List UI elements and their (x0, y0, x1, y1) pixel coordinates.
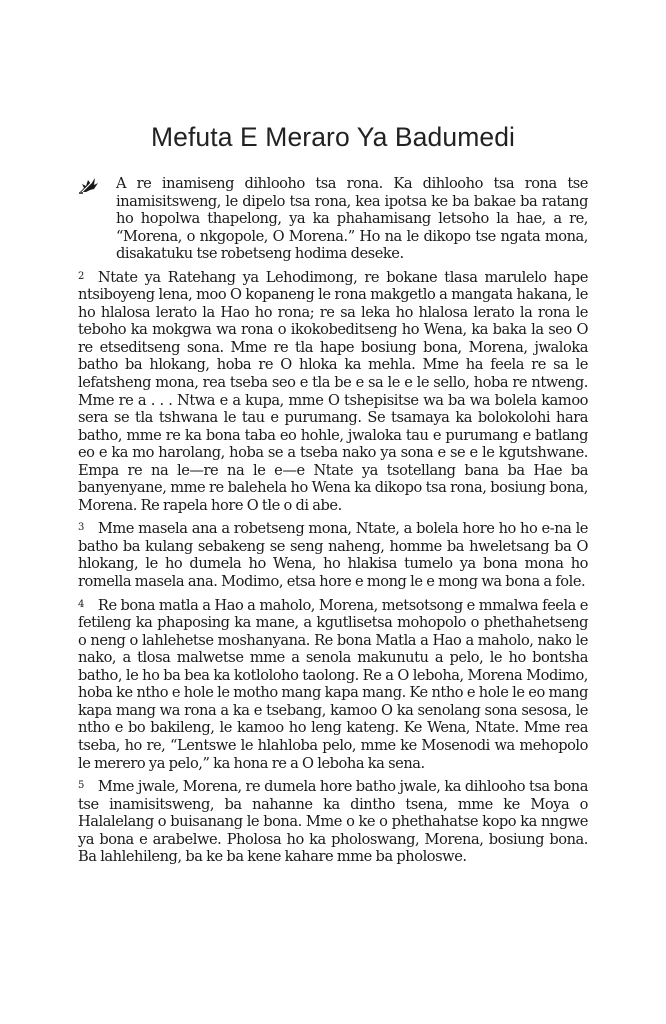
paragraph-4 (78, 597, 588, 772)
paragraph-text: Re bona matla a Hao a maholo, Morena, metsotsong e mmalwa feela e fetileng ka phaposing ka mane, a kgutlisetsa mohopolo o phethahetseng o neng o lahlehetse moshanyana. Re bona Matla a Hao a maholo, nako le nako, a tlosa malwetse mme a senola makunutu a pelo, le ho bontsha batho, le ho ba bea ka kotloloho taolong. Re a O leboha, Morena Modimo, hoba ke ntho e hole le motho mang kapa mang. Ke ntho e hole le eo mang kapa mang wa rona a ka e tsebang, kamoo O ka senolang sona sesosa, le ntho e bo bakileng, le kamoo ho leng kateng. Ke Wena, Ntate. Mme rea tseba, ho re, “Lentswe le hlahloba pelo, mme ke Mosenodi wa mehopolo le merero ya pelo,” ka hona re a O leboha ka sena. (78, 596, 588, 772)
paragraph-number: 3 (78, 522, 84, 534)
paragraph-number: 4 (78, 598, 84, 610)
paragraph-number: 2 (78, 270, 84, 282)
paragraph-1 (78, 175, 588, 263)
paragraph-text: Ntate ya Ratehang ya Lehodimong, re bokane tlasa marulelo hape ntsiboyeng lena, moo O kopaneng le rona makgetlo a mangata hakana, le ho hlalosa lerato la Hao ho rona; re sa leka ho hlalosa lerato la rona le teboho ka mokgwa wa rona o ikokobeditseng ho Wena, ka baka la seo O re etseditseng sona. Mme re tla hape bosiung bona, Morena, jwaloka batho ba hlokang, hoba re O hloka ka mehla. Mme ha feela re sa le lefatsheng mona, rea tseba seo e tla be e sa le e le sello, hoba re ntweng. Mme re a . . . Ntwa e a kupa, mme O tshepisitse wa ba wa bolela kamoo sera se tla tshwana le tau e purumang. Se tsamaya ka bolokolohi hara batho, mme re ka bona taba eo hohle, jwaloka tau e purumang e batlang eo e ka mo harolang, hoba se a tseba nako ya sona e se e le kgutshwane. Empa re na le—re na le e—e Ntate ya tsotellang bana ba Hae ba banyenyane, mme re balehela ho Wena ka dikopo tsa rona, bosiung bona, Morena. Re rapela hore O tle o di abe. (78, 268, 588, 514)
paragraph-number: 5 (78, 780, 84, 792)
quill-pen-icon (78, 174, 100, 194)
paragraph-text: Mme masela ana a robetseng mona, Ntate, a bolela hore ho ho e-na le batho ba kulang sebakeng se seng naheng, homme ba hweletsang ba O hlokang, le ho dumela ho Wena, ho hlakisa tumelo ya bona mona ho romella masela ana. Modimo, etsa hore e mong le e mong wa bona a fole. (78, 520, 588, 591)
paragraph-3 (78, 520, 588, 590)
paragraph-5 (78, 778, 588, 866)
paragraph-2 (78, 269, 588, 515)
page-title: Mefuta E Meraro Ya Badumedi (150, 121, 516, 152)
sermon-body (78, 175, 588, 872)
paragraph-text: A re inamiseng dihlooho tsa rona. Ka dihlooho tsa rona tse inamisitsweng, le dipelo tsa rona, kea ipotsa ke ba bakae ba ratang ho hopolwa thapelong, ya ka phahamisang letsoho la hae, a re, “Morena, o nkgopole, O Morena.” Ho na le dikopo tse ngata mona, disakatuku tse robetseng hodima deseke. (116, 175, 588, 263)
paragraph-text: Mme jwale, Morena, re dumela hore batho jwale, ka dihlooho tsa bona tse inamisitsweng, ba nahanne ka dintho tsena, mme ke Moya o Halalelang o buisanang le bona. Mme o ke o phethahatse kopo ka nngwe ya bona e arabelwe. Pholosa ho ka pholoswang, Morena, bosiung bona. Ba lahlehileng, ba ke ba kene kahare mme ba pholoswe. (78, 778, 588, 866)
